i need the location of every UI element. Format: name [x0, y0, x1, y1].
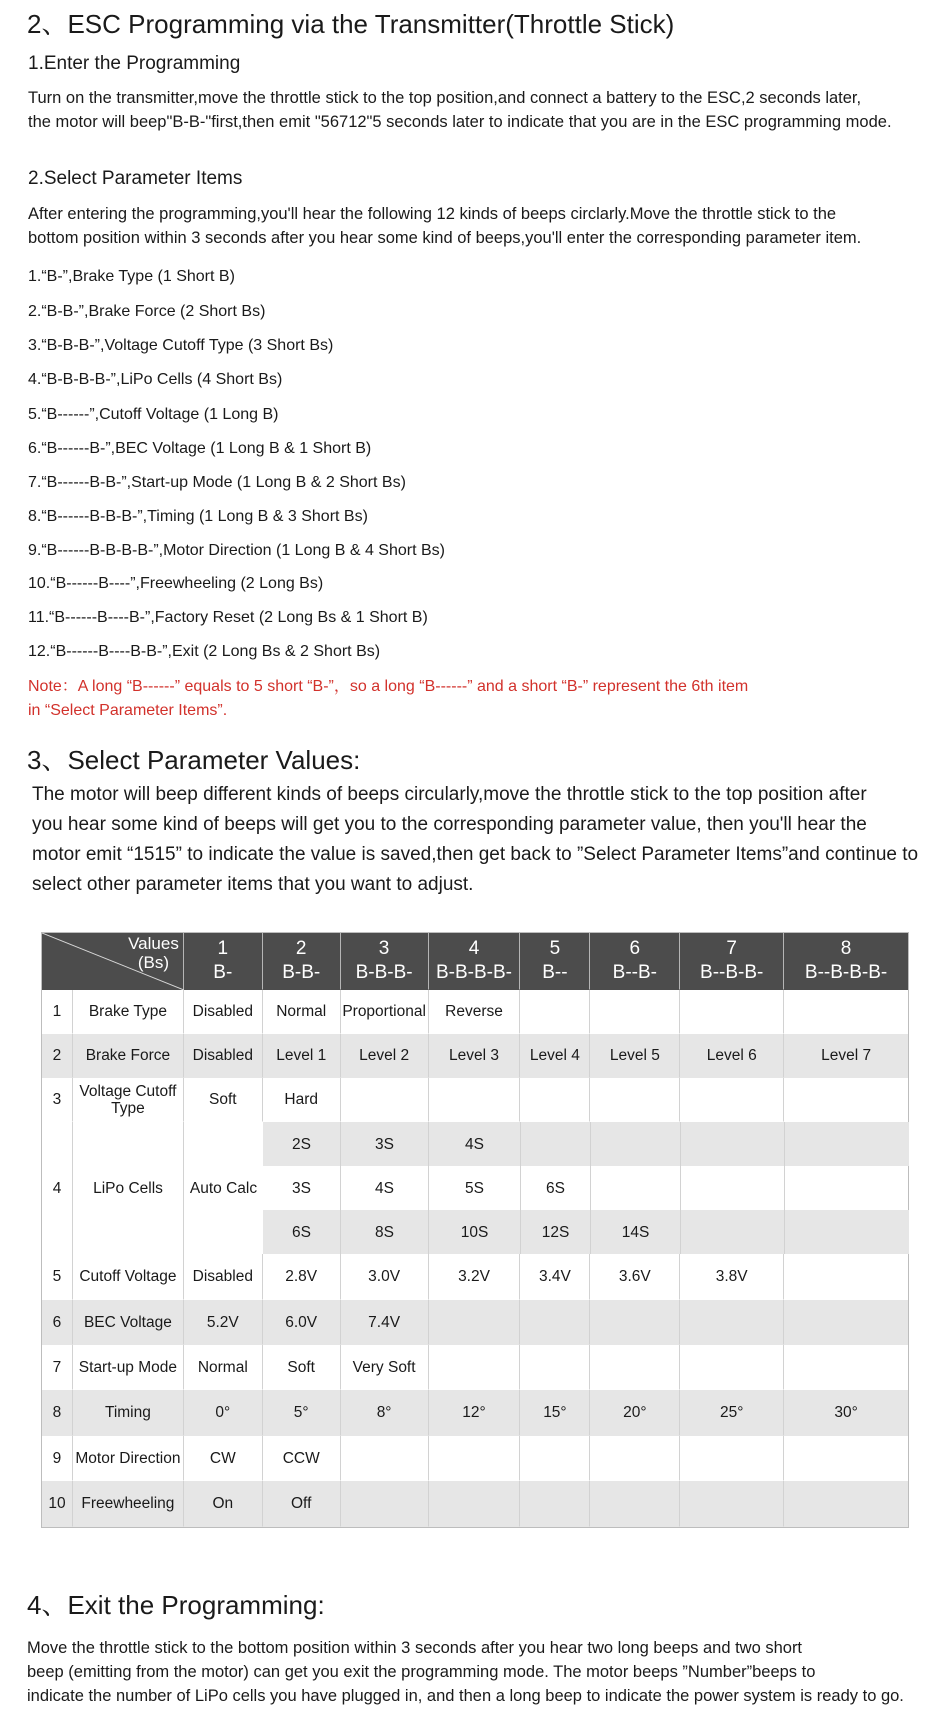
corner-label-values: Values	[128, 934, 179, 953]
section-3-title: 3、Select Parameter Values:	[27, 745, 361, 775]
section-3-text-line-3: motor emit “1515” to indicate the value is saved,then get back to ”Select Parameter Items”and continue to	[32, 844, 919, 865]
section-4-text-line-1: Move the throttle stick to the bottom position within 3 seconds after you hear two long beeps and two short	[27, 1639, 803, 1657]
table-cell	[520, 1078, 590, 1122]
column-header	[520, 933, 590, 990]
table-cell: 2.8V	[263, 1254, 341, 1300]
column-header	[184, 933, 263, 990]
table-cell	[681, 1210, 785, 1254]
table-cell	[520, 1345, 590, 1390]
row-index: 5	[42, 1254, 73, 1300]
column-header	[784, 933, 908, 990]
table-row	[42, 1390, 908, 1436]
list-item: 4.“B-B-B-B-”,LiPo Cells (4 Short Bs)	[28, 371, 283, 388]
table-cell: 5.2V	[184, 1300, 263, 1345]
row-name: Freewheeling	[73, 1481, 184, 1527]
section-3-text-line-1: The motor will beep different kinds of beeps circularly,move the throttle stick to the top position after	[32, 784, 867, 805]
table-cell	[341, 1436, 429, 1481]
row-name: Voltage Cutoff Type	[73, 1078, 184, 1122]
table-cell: Reverse	[429, 990, 521, 1034]
row-index: 4	[42, 1122, 73, 1254]
table-cell: CW	[184, 1436, 263, 1481]
table-cell: Level 1	[263, 1034, 341, 1078]
column-beep: B--B-B-	[700, 962, 764, 983]
table-cell	[520, 1436, 590, 1481]
column-header	[590, 933, 680, 990]
table-cell: 2S	[263, 1122, 341, 1166]
table-cell	[681, 1122, 785, 1166]
table-cell	[341, 1481, 429, 1527]
table-cell	[591, 1166, 681, 1210]
table-cell	[680, 1436, 784, 1481]
table-cell	[520, 1300, 590, 1345]
table-cell	[520, 1481, 590, 1527]
column-number: 7	[726, 938, 737, 959]
table-cell	[590, 1345, 680, 1390]
table-cell: Disabled	[184, 990, 263, 1034]
table-cell	[785, 1122, 909, 1166]
column-number: 5	[549, 938, 561, 959]
table-cell: 5S	[429, 1166, 521, 1210]
table-cell	[590, 990, 680, 1034]
section-3-text-line-4: select other parameter items that you want to adjust.	[32, 874, 474, 895]
table-cell: 10S	[429, 1210, 521, 1254]
table-cell: Level 6	[680, 1034, 784, 1078]
list-item: 7.“B------B-B-”,Start-up Mode (1 Long B & 2 Short Bs)	[28, 474, 406, 491]
table-cell: Off	[263, 1481, 341, 1527]
row-name: BEC Voltage	[73, 1300, 184, 1345]
table-cell	[784, 1078, 908, 1122]
table-cell	[784, 990, 908, 1034]
table-cell: 25°	[680, 1390, 784, 1436]
table-cell: 6S	[521, 1166, 591, 1210]
corner-label	[128, 934, 179, 972]
column-beep: B-B-	[282, 962, 321, 983]
row-index: 8	[42, 1390, 73, 1436]
table-cell	[429, 1078, 521, 1122]
list-item: 11.“B------B----B-”,Factory Reset (2 Long Bs & 1 Short B)	[28, 609, 428, 626]
row-index: 10	[42, 1481, 73, 1527]
table-cell	[784, 1436, 908, 1481]
section-2-title: 2、ESC Programming via the Transmitter(Throttle Stick)	[27, 9, 675, 39]
column-header	[429, 933, 521, 990]
table-cell	[429, 1300, 521, 1345]
table-cell: On	[184, 1481, 263, 1527]
row-name: LiPo Cells	[73, 1122, 184, 1254]
table-cell: Level 4	[520, 1034, 590, 1078]
column-beep: B--	[542, 962, 568, 983]
table-cell	[591, 1122, 681, 1166]
column-header	[341, 933, 429, 990]
column-beep: B--B-	[612, 962, 657, 983]
list-item: 5.“B------”,Cutoff Voltage (1 Long B)	[28, 406, 279, 423]
list-item: 8.“B------B-B-B-”,Timing (1 Long B & 3 Short Bs)	[28, 508, 368, 525]
table-row	[42, 990, 908, 1034]
table-cell: Level 3	[429, 1034, 521, 1078]
table-cell: 6.0V	[263, 1300, 341, 1345]
section-4-title: 4、Exit the Programming:	[27, 1590, 325, 1620]
row-index: 7	[42, 1345, 73, 1390]
table-cell: Auto Calc	[189, 1179, 258, 1197]
enter-programming-title: 1.Enter the Programming	[28, 53, 241, 74]
table-cell: 3.8V	[680, 1254, 784, 1300]
row-name: Start-up Mode	[73, 1345, 184, 1390]
table-cell	[521, 1122, 591, 1166]
section-4-text-line-3: indicate the number of LiPo cells you have plugged in, and then a long beep to indicate the power system is ready to go.	[27, 1687, 904, 1705]
corner-label-bs: (Bs)	[137, 953, 170, 972]
column-number: 4	[468, 938, 480, 959]
table-cell: 5°	[263, 1390, 341, 1436]
table-cell: 14S	[591, 1210, 681, 1254]
table-cell: Disabled	[184, 1254, 263, 1300]
row-name: Cutoff Voltage	[73, 1254, 184, 1300]
enter-text-line-1: Turn on the transmitter,move the throttle stick to the top position,and connect a battery to the ESC,2 seconds later,	[28, 89, 862, 107]
table-cell: Normal	[184, 1345, 263, 1390]
list-item: 2.“B-B-”,Brake Force (2 Short Bs)	[28, 303, 266, 320]
select-text-line-2: bottom position within 3 seconds after you hear some kind of beeps,you'll enter the corresponding parameter item.	[28, 229, 862, 247]
row-name: Brake Type	[73, 990, 184, 1034]
table-cell: 7.4V	[341, 1300, 429, 1345]
table-cell: Soft	[184, 1078, 263, 1122]
table-cell	[429, 1481, 521, 1527]
column-beep: B-B-B-B-	[435, 962, 512, 983]
list-item: 3.“B-B-B-”,Voltage Cutoff Type (3 Short Bs)	[28, 337, 334, 354]
table-cell: 12°	[429, 1390, 521, 1436]
table-cell: 12S	[521, 1210, 591, 1254]
table-row	[42, 1345, 908, 1390]
row-index: 2	[42, 1034, 73, 1078]
table-cell: 8S	[341, 1210, 429, 1254]
table-cell: Level 2	[341, 1034, 429, 1078]
table-cell: 8°	[341, 1390, 429, 1436]
table-cell: Very Soft	[341, 1345, 429, 1390]
table-cell: 15°	[520, 1390, 590, 1436]
lipo-subrow	[263, 1210, 909, 1254]
lipo-subrow	[263, 1122, 909, 1166]
table-cell: 6S	[263, 1210, 341, 1254]
table-cell	[784, 1481, 908, 1527]
lipo-subrows	[263, 1122, 909, 1254]
table-cell	[429, 1345, 521, 1390]
row-index: 6	[42, 1300, 73, 1345]
select-items-title: 2.Select Parameter Items	[28, 168, 243, 189]
row-index: 9	[42, 1436, 73, 1481]
table-cell: 3S	[341, 1122, 429, 1166]
column-beep: B-B-B-	[355, 962, 413, 983]
parameter-values-table	[41, 932, 909, 1528]
table-cell	[590, 1436, 680, 1481]
table-row	[42, 1034, 908, 1078]
table-cell: 3.0V	[341, 1254, 429, 1300]
select-text-line-1: After entering the programming,you'll hear the following 12 kinds of beeps circlarly.Move the throttle stick to the	[28, 205, 837, 223]
note-line-1: Note：A long “B------” equals to 5 short “B-”，so a long “B------” and a short “B-” represent the 6th item	[28, 678, 749, 695]
table-cell	[681, 1166, 785, 1210]
table-row	[42, 1254, 908, 1300]
table-cell	[680, 1078, 784, 1122]
table-cell: 3.4V	[520, 1254, 590, 1300]
section-4-text-line-2: beep (emitting from the motor) can get you exit the programming mode. The motor beeps ”Number”beeps to	[27, 1663, 816, 1681]
list-item: 12.“B------B----B-B-”,Exit (2 Long Bs & 2 Short Bs)	[28, 643, 381, 660]
table-header-row	[42, 933, 908, 990]
table-cell: 30°	[834, 1404, 858, 1421]
table-cell	[680, 990, 784, 1034]
column-beep: B--B-B-B-	[804, 962, 888, 983]
table-cell: Hard	[263, 1078, 341, 1122]
column-number: 3	[378, 938, 390, 959]
table-cell: Soft	[263, 1345, 341, 1390]
table-cell	[429, 1436, 521, 1481]
table-cell: Normal	[263, 990, 341, 1034]
table-row	[42, 1300, 908, 1345]
table-cell	[590, 1300, 680, 1345]
column-header	[263, 933, 341, 990]
table-cell: 3.6V	[590, 1254, 680, 1300]
lipo-left-columns	[42, 1122, 263, 1254]
table-row-lipo	[42, 1122, 908, 1254]
table-cell	[590, 1078, 680, 1122]
section-3-text-line-2: you hear some kind of beeps will get you to the corresponding parameter value, then you'll hear the	[32, 814, 867, 835]
table-cell	[785, 1166, 909, 1210]
table-row	[42, 1078, 908, 1122]
table-cell	[341, 1078, 429, 1122]
table-cell	[784, 1300, 908, 1345]
list-item: 1.“B-”,Brake Type (1 Short B)	[28, 268, 235, 285]
table-cell	[785, 1210, 909, 1254]
table-cell: Level 7	[821, 1047, 872, 1064]
table-cell: 3.2V	[429, 1254, 521, 1300]
lipo-subrow	[263, 1166, 909, 1210]
table-cell: Disabled	[184, 1034, 263, 1078]
row-name: Timing	[73, 1390, 184, 1436]
table-cell: 4S	[341, 1166, 429, 1210]
row-name: Brake Force	[73, 1034, 184, 1078]
table-row	[42, 1481, 908, 1527]
table-cell: 0°	[184, 1390, 263, 1436]
row-name: Motor Direction	[73, 1436, 184, 1481]
table-corner-cell	[42, 933, 184, 990]
table-cell	[590, 1481, 680, 1527]
column-number: 2	[295, 938, 307, 959]
table-cell	[784, 1345, 908, 1390]
column-number: 6	[629, 938, 641, 959]
column-number: 1	[217, 938, 229, 959]
list-item: 10.“B------B----”,Freewheeling (2 Long Bs)	[28, 575, 324, 592]
column-beep: B-	[213, 962, 233, 983]
note-line-2: in “Select Parameter Items”.	[28, 702, 228, 719]
table-cell	[784, 1254, 908, 1300]
table-cell: 20°	[590, 1390, 680, 1436]
row-index: 3	[42, 1078, 73, 1122]
table-cell	[680, 1481, 784, 1527]
table-cell	[520, 990, 590, 1034]
table-cell: 4S	[429, 1122, 521, 1166]
table-cell: 3S	[263, 1166, 341, 1210]
list-item: 6.“B------B-”,BEC Voltage (1 Long B & 1 Short B)	[28, 440, 372, 457]
column-header	[680, 933, 784, 990]
enter-text-line-2: the motor will beep"B-B-"first,then emit "56712"5 seconds later to indicate that you are in the ESC programming mode.	[28, 113, 892, 131]
table-cell: Proportional	[341, 990, 429, 1034]
list-item: 9.“B------B-B-B-B-”,Motor Direction (1 Long B & 4 Short Bs)	[28, 542, 445, 559]
table-row	[42, 1436, 908, 1481]
table-cell	[680, 1345, 784, 1390]
table-cell: CCW	[263, 1436, 341, 1481]
row-index: 1	[42, 990, 73, 1034]
column-number: 8	[840, 938, 852, 959]
table-cell: Level 5	[590, 1034, 680, 1078]
table-cell	[680, 1300, 784, 1345]
